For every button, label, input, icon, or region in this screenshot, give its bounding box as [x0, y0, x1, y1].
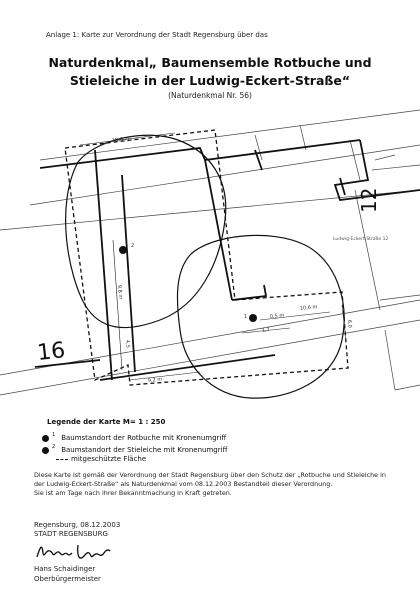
legend-item-1 — [42, 434, 226, 442]
dim-right-label: 6,0 — [346, 319, 353, 329]
ordinance-paragraph-1: Diese Karte ist gemäß der Verordnung der Stadt Regensburg über den Schutz der „Rotbuche und Stieleiche in der Ludwig-Eckert-Straße“ als Naturdenkmal vom 08.12.2003 Bestandteil dieser Verordnung. — [34, 471, 386, 489]
annex-line: Anlage 1: Karte zur Verordnung der Stadt Regensburg über das — [46, 31, 268, 39]
legend-item-3 — [42, 455, 146, 463]
dim-tree1-a-label: 0,5 m — [269, 312, 285, 320]
dim-vertical-label: 9,8 m — [116, 284, 124, 300]
legend-item-3-label: mitgeschützte Fläche — [71, 455, 147, 463]
legend-item-2-number: 2 — [52, 444, 56, 450]
beech-marker-icon — [42, 435, 49, 442]
dim-bottom-label: 9,2 m — [147, 376, 163, 384]
ordinance-paragraph-2: Sie ist am Tage nach ihrer Bekanntmachung in Kraft getreten. — [34, 489, 232, 498]
legend-item-2-label: Baumstandort der Stieleiche mit Kronenumgriff — [61, 446, 228, 454]
tree-1-marker — [249, 314, 257, 322]
legend-item-1-label: Baumstandort der Rotbuche mit Kronenumgriff — [61, 434, 227, 442]
tree-2-marker — [119, 246, 127, 254]
title-line-1: Naturdenkmal„ Baumensemble Rotbuche und — [48, 55, 372, 70]
site-map — [0, 105, 420, 410]
title-line-2: Stieleiche in der Ludwig-Eckert-Straße“ — [69, 73, 351, 88]
street-label: Ludwig-Eckert-Straße 12 — [333, 237, 389, 242]
legend-title: Legende der Karte M= 1 : 250 — [47, 418, 166, 426]
crown-outline-2 — [66, 135, 226, 327]
tree-2-label: 2 — [131, 243, 135, 249]
dim-top-label: 10,6 m — [111, 135, 130, 144]
oak-marker-icon — [42, 447, 49, 454]
parcel-12-label: 12 — [357, 187, 381, 213]
dim-small-label: 4,5 — [124, 339, 131, 349]
dim-tree1-c-label: 10,6 m — [299, 304, 318, 312]
place-date: Regensburg, 08.12.2003 — [34, 521, 121, 529]
dashed-line-icon — [56, 459, 68, 460]
subtitle: (Naturdenkmal Nr. 56) — [168, 91, 252, 100]
ordinance-text — [34, 471, 394, 499]
handwritten-signature — [34, 539, 124, 563]
tree-1-label: 1 — [244, 314, 248, 320]
legend-item-1-number: 1 — [52, 432, 56, 438]
signatory-role: Oberbürgermeister — [34, 575, 101, 583]
dim-tree1-b-label: 1,7 — [261, 327, 271, 334]
building-outlines — [35, 140, 420, 380]
crown-outline-1 — [177, 235, 344, 398]
dimension-lines — [80, 133, 346, 380]
legend-item-2 — [42, 446, 227, 454]
parcel-16-label: 16 — [36, 338, 67, 366]
signatory-name: Hans Schaidinger — [34, 565, 96, 573]
authority-name: STADT REGENSBURG — [34, 530, 108, 538]
